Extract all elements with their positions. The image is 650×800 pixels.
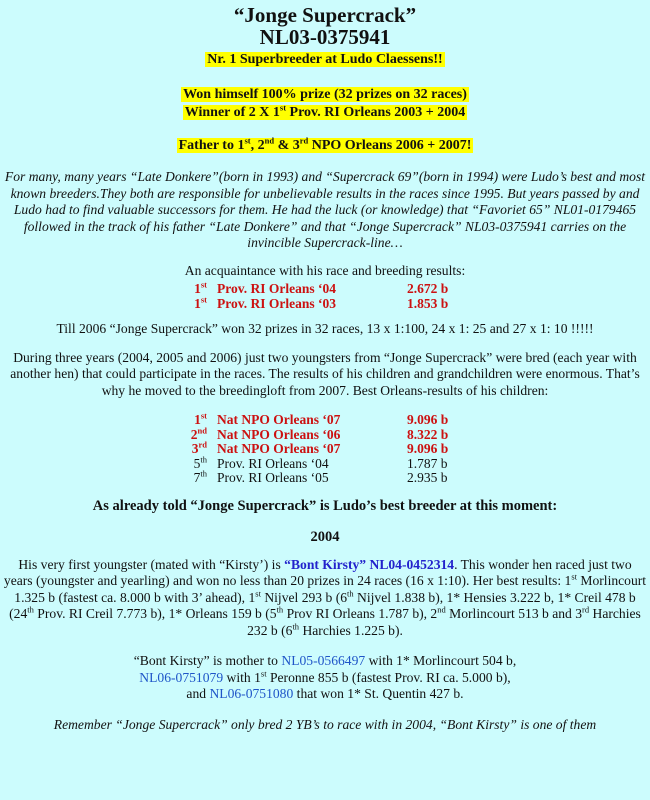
- result-row: [173, 297, 477, 312]
- prize-line: [0, 85, 650, 103]
- result-birds: 9.096 b: [407, 412, 449, 427]
- youngster-paragraph: His very first youngster (mated with “Kirsty’) is “Bont Kirsty” NL04-0452314. This wonder hen raced just two years (youngster and yearling) and won no less than 20 prizes in 24 races (16 x 1:10). Her best results: 1st Morlincourt 1.325 b (fastest ca. 8.000 b with 3’ ahead), 1st Nijvel 293 b (6th Nijvel 1.838 b), 1* Hensies 3.222 b, 1* Creil 478 b (24th Prov. RI Creil 7.773 b), 1* Orleans 159 b (5th Prov RI Orleans 1.787 b), 2nd Morlincourt 513 b and 3rd Harchies 232 b (6th Harchies 1.225 b).: [3, 556, 647, 638]
- result-position: 2nd: [190, 425, 207, 442]
- result-race: Prov. RI Orleans ‘03: [217, 295, 336, 311]
- result-row: [173, 413, 477, 428]
- mother-paragraph: “Bont Kirsty” is mother to NL05-0566497 with 1* Morlincourt 504 b, NL06-0751079 with 1st Peronne 855 b (fastest Prov. RI ca. 5.000 b), and NL06-0751080 that won 1* St. Quentin 427 b.: [133, 653, 517, 701]
- father-highlight: Father to 1st, 2nd & 3rd NPO Orleans 2006 + 2007!: [178, 135, 472, 153]
- own-results-table: [173, 279, 477, 311]
- superbreeder-highlight: Nr. 1 Superbreeder at Ludo Claessens!!: [207, 52, 443, 67]
- result-race: Nat NPO Orleans ‘06: [217, 426, 341, 442]
- children-results-table: [173, 410, 477, 486]
- superbreeder-line: [0, 50, 650, 68]
- result-position: 7th: [193, 468, 207, 485]
- result-position: 5th: [193, 454, 207, 471]
- result-position: 3rd: [191, 439, 207, 456]
- winner-line: [0, 103, 650, 121]
- result-row: [173, 457, 477, 472]
- intro-paragraph: For many, many years “Late Donkere”(born in 1993) and “Supercrack 69”(born in 1994) were Ludo’s best and most known breeders.They both are responsible for unbelievable results in the races since 1995. But years passed by and Ludo had to find valuable successors for them. He had the luck (or knowledge) that “Favoriet 65” NL01-0179465 followed in the track of his father “Late Donkere” and that “Jonge Supercrack” NL03-0375941 carries on the invincible Supercrack-line…: [4, 169, 646, 250]
- acquaintance-text: An acquaintance with his race and breeding results:: [184, 262, 466, 278]
- remember-text: Remember “Jonge Supercrack” only bred 2 YB’s to race with in 2004, “Bont Kirsty” is one of them: [53, 716, 597, 732]
- result-race: Nat NPO Orleans ‘07: [217, 441, 341, 456]
- nl06-0751080-link[interactable]: NL06-0751080: [209, 686, 294, 701]
- result-position: 1st: [194, 410, 207, 427]
- best-breeder-heading: As already told “Jonge Supercrack” is Ludo’s best breeder at this moment:: [92, 497, 558, 514]
- result-row: [173, 428, 477, 443]
- winner-highlight: Winner of 2 X 1st Prov. RI Orleans 2003 + 2004: [184, 102, 466, 120]
- nl05-0566497-link[interactable]: NL05-0566497: [281, 653, 366, 668]
- ring-number: NL03-0375941: [259, 25, 391, 49]
- result-race: Nat NPO Orleans ‘07: [217, 412, 341, 427]
- nl06-0751079-link[interactable]: NL06-0751079: [139, 669, 224, 685]
- result-row: [173, 282, 477, 297]
- result-position: 1st: [194, 279, 207, 296]
- result-race: Prov. RI Orleans ‘04: [217, 455, 329, 471]
- result-birds: 2.935 b: [407, 470, 448, 485]
- result-row: [173, 442, 477, 457]
- result-position: 1st: [194, 294, 207, 311]
- result-birds: 2.672 b: [407, 281, 449, 296]
- prize-highlight: Won himself 100% prize (32 prizes on 32 races): [183, 87, 467, 102]
- till-2006-text: Till 2006 “Jonge Supercrack” won 32 prizes in 32 races, 13 x 1:100, 24 x 1: 25 and 27 x 1: 10 !!!!!: [56, 321, 594, 336]
- result-birds: 9.096 b: [407, 441, 449, 456]
- bont-kirsty-link[interactable]: “Bont Kirsty” NL04-0452314: [284, 556, 455, 572]
- page-title: “Jonge Supercrack”: [233, 3, 417, 27]
- three-years-paragraph: During three years (2004, 2005 and 2006) just two youngsters from “Jonge Supercrack” were bred (each year with another hen) that could participate in the races. The results of his children and grandchildren were enormous. That’s why he moved to the breedingloft from 2007. Best Orleans-results of his children:: [10, 349, 640, 398]
- year-heading: 2004: [310, 528, 340, 545]
- result-birds: 1.787 b: [407, 455, 448, 471]
- father-line: [0, 136, 650, 154]
- result-race: Prov. RI Orleans ‘05: [217, 470, 329, 485]
- result-race: Prov. RI Orleans ‘04: [217, 281, 336, 296]
- result-row: [173, 471, 477, 486]
- result-birds: 8.322 b: [407, 426, 449, 442]
- result-birds: 1.853 b: [407, 295, 449, 311]
